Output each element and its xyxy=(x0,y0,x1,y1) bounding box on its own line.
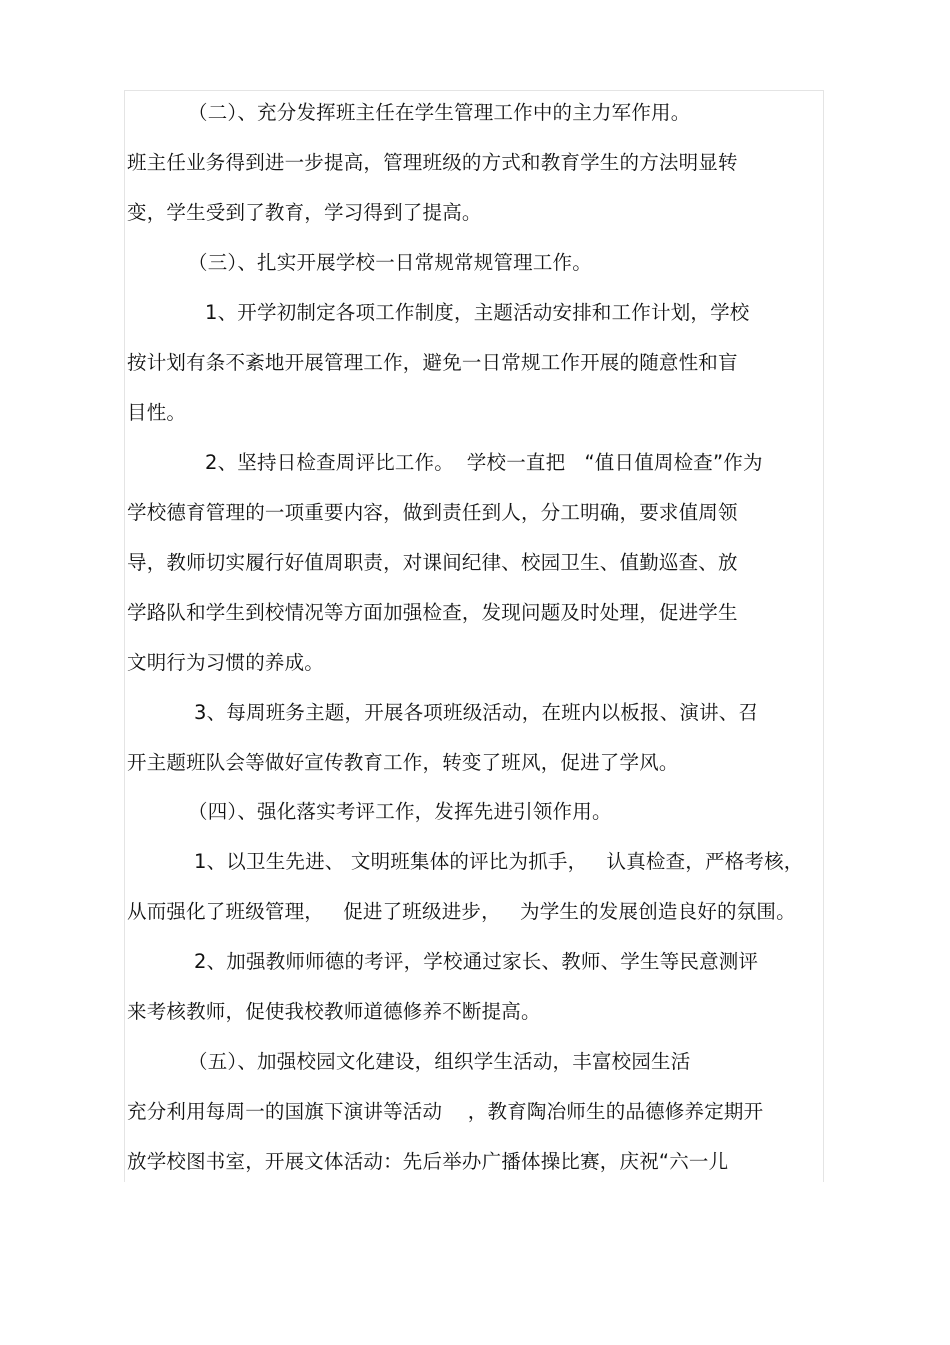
paragraph-line: 1、开学初制定各项工作制度，主题活动安排和工作计划，学校 xyxy=(205,301,750,324)
paragraph-line: 变，学生受到了教育，学习得到了提高。 xyxy=(127,201,482,224)
paragraph-line: 目性。 xyxy=(127,401,187,424)
heading-section-3: （三）、扎实开展学校一日常规常规管理工作。 xyxy=(188,251,592,274)
paragraph-line: 充分利用每周一的国旗下演讲等活动 ，教育陶冶师生的品德修养定期开 xyxy=(127,1100,764,1123)
heading-section-2: （二）、充分发挥班主任在学生管理工作中的主力军作用。 xyxy=(188,101,691,124)
paragraph-line: 1、以卫生先进、 文明班集体的评比为抓手， 认真检查，严格考核， xyxy=(194,850,804,873)
paragraph-line: 班主任业务得到进一步提高，管理班级的方式和教育学生的方法明显转 xyxy=(127,151,738,174)
paragraph-line: 3、每周班务主题，开展各项班级活动，在班内以板报、演讲、召 xyxy=(194,701,759,724)
paragraph-line: 学校德育管理的一项重要内容，做到责任到人，分工明确，要求值周领 xyxy=(127,501,738,524)
paragraph-line: 按计划有条不紊地开展管理工作，避免一日常规工作开展的随意性和盲 xyxy=(127,351,738,374)
paragraph-line: 从而强化了班级管理， 促进了班级进步， 为学生的发展创造良好的氛围。 xyxy=(127,900,796,923)
heading-section-4: （四）、强化落实考评工作，发挥先进引领作用。 xyxy=(188,800,612,823)
heading-section-5: （五）、加强校园文化建设，组织学生活动，丰富校园生活 xyxy=(188,1050,691,1073)
paragraph-line: 文明行为习惯的养成。 xyxy=(127,651,325,674)
paragraph-line: 2、加强教师师德的考评，学校通过家长、教师、学生等民意测评 xyxy=(194,950,759,973)
paragraph-line: 开主题班队会等做好宣传教育工作，转变了班风，促进了学风。 xyxy=(127,751,679,774)
paragraph-line: 学路队和学生到校情况等方面加强检查，发现问题及时处理，促进学生 xyxy=(127,601,738,624)
paragraph-line: 导，教师切实履行好值周职责，对课间纪律、校园卫生、值勤巡查、放 xyxy=(127,551,738,574)
paragraph-line: 来考核教师，促使我校教师道德修养不断提高。 xyxy=(127,1000,541,1023)
paragraph-line: 放学校图书室，开展文体活动：先后举办广播体操比赛，庆祝“六一儿 xyxy=(127,1150,729,1173)
paragraph-line: 2、坚持日检查周评比工作。 学校一直把 “值日值周检查”作为 xyxy=(205,451,763,474)
